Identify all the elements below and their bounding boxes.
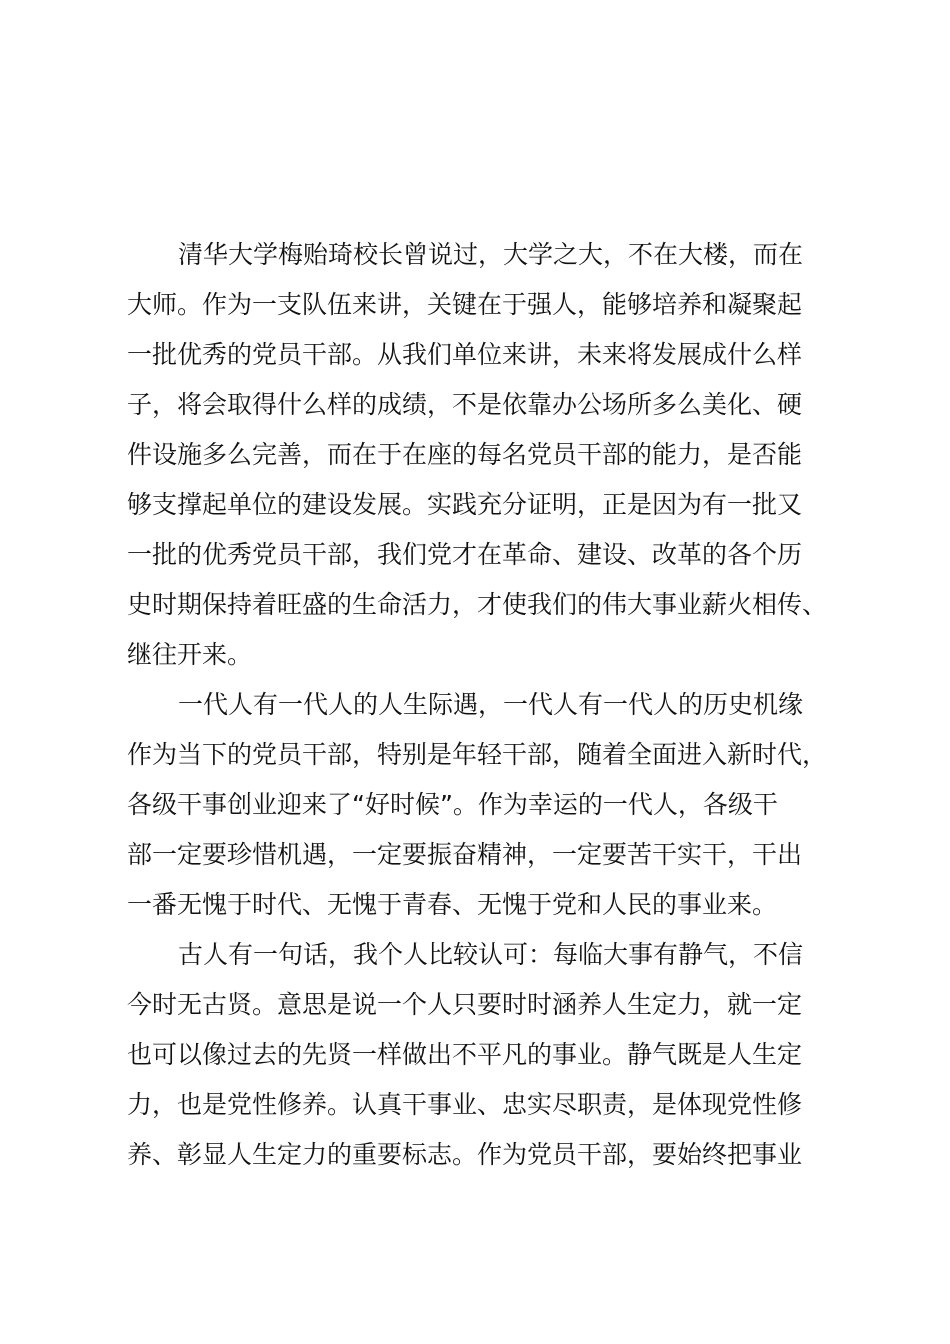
paragraph-1-line-2: 大师。作为一支队伍来讲，关键在于强人，能够培养和凝聚起 (127, 290, 803, 319)
paragraph-2-line-5: 一番无愧于时代、无愧于青春、无愧于党和人民的事业来。 (127, 890, 778, 919)
paragraph-2-line-2: 作为当下的党员干部，特别是年轻干部，随着全面进入新时代， (127, 740, 828, 769)
paragraph-3-line-3: 也可以像过去的先贤一样做出不平凡的事业。静气既是人生定 (127, 1040, 803, 1069)
paragraph-1-line-3: 一批优秀的党员干部。从我们单位来讲，未来将发展成什么样 (127, 340, 803, 369)
paragraph-3-line-1: 古人有一句话，我个人比较认可：每临大事有静气，不信 (178, 940, 804, 969)
paragraph-1-line-8: 史时期保持着旺盛的生命活力，才使我们的伟大事业薪火相传、 (127, 590, 828, 619)
paragraph-1-line-4: 子，将会取得什么样的成绩，不是依靠办公场所多么美化、硬 (127, 390, 803, 419)
paragraph-1-line-6: 够支撑起单位的建设发展。实践充分证明，正是因为有一批又 (127, 490, 803, 519)
paragraph-3-line-5: 养、彰显人生定力的重要标志。作为党员干部，要始终把事业 (127, 1140, 803, 1169)
paragraph-2-line-4: 部一定要珍惜机遇，一定要振奋精神，一定要苦干实干，干出 (127, 840, 803, 869)
paragraph-3-line-2: 今时无古贤。意思是说一个人只要时时涵养人生定力，就一定 (127, 990, 803, 1019)
paragraph-1-line-9: 继往开来。 (127, 640, 253, 669)
paragraph-2-line-1: 一代人有一代人的人生际遇，一代人有一代人的历史机缘 (178, 690, 804, 719)
paragraph-1-line-5: 件设施多么完善，而在于在座的每名党员干部的能力，是否能 (127, 440, 803, 469)
paragraph-1-line-1: 清华大学梅贻琦校长曾说过，大学之大，不在大楼，而在 (178, 240, 804, 269)
paragraph-1-line-7: 一批的优秀党员干部，我们党才在革命、建设、改革的各个历 (127, 540, 803, 569)
paragraph-3-line-4: 力，也是党性修养。认真干事业、忠实尽职责，是体现党性修 (127, 1090, 803, 1119)
paragraph-2-line-3: 各级干事创业迎来了“好时候”。作为幸运的一代人，各级干 (127, 790, 778, 819)
